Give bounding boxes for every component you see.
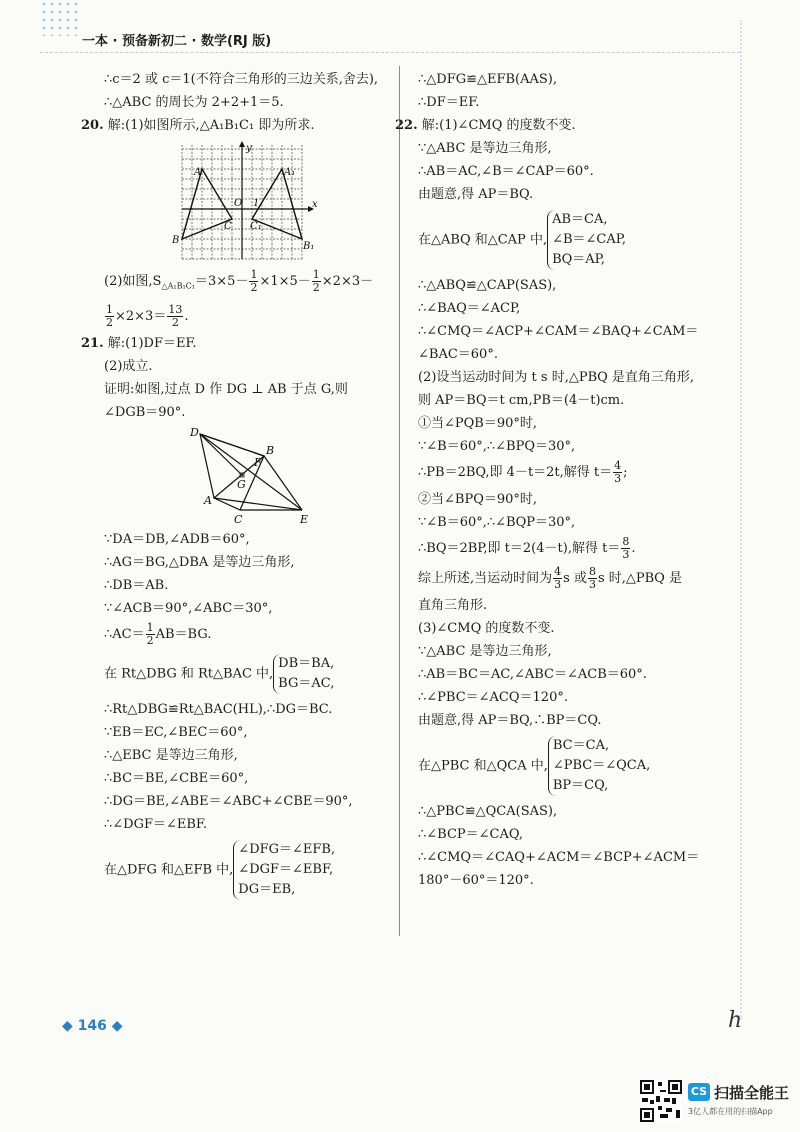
text-line: (2)设当运动时间为 t s 时,△PBQ 是直角三角形, <box>418 370 695 385</box>
solution-line <box>418 534 724 564</box>
text-line: ∴△EBC 是等边三角形, <box>104 747 238 763</box>
text-line: 则 AP＝BQ＝t cm,PB＝(4－t)cm. <box>418 393 625 408</box>
page-number: ◆ 146 ◆ <box>62 1018 123 1034</box>
subscript: △A₁B₁C₁ <box>161 281 196 291</box>
right-column <box>395 68 724 892</box>
text-line: 解:(1)如图所示,△A₁B₁C₁ 即为所求. <box>107 118 315 133</box>
system-line <box>418 210 724 270</box>
label-a: A <box>194 167 202 178</box>
fraction: $\frac{1}{2}$ <box>312 268 320 294</box>
label-y: y <box>246 143 252 154</box>
fraction: $\frac{13}{2}$ <box>168 302 183 329</box>
page-header: 一本 · 预备新初二 · 数学(RJ 版) <box>82 34 272 49</box>
camscanner-logo-icon: CS <box>688 1083 710 1101</box>
text-line: 180°－60°＝120°. <box>418 873 534 888</box>
coordinate-grid-figure <box>172 141 322 265</box>
text-line: ∴△PBC≌△QCA(SAS), <box>418 804 558 819</box>
system-line <box>104 840 392 900</box>
text-line: ∠DGB＝90°. <box>104 404 186 420</box>
text-line: ①当∠PQB＝90°时, <box>418 416 538 431</box>
text-line: ∵△ABC 是等边三角形, <box>418 141 552 156</box>
margin-dotted-line <box>740 20 742 1020</box>
fraction: $\frac{8}{3}$ <box>588 565 596 591</box>
text-segment: 在△DFG 和△EFB 中, <box>104 862 234 878</box>
text-segment: 在△ABQ 和△CAP 中, <box>418 232 548 248</box>
header-dot-pattern <box>40 0 80 36</box>
page-number-value: 146 <box>77 1018 107 1034</box>
text-segment: 综上所述,当运动时间为 <box>418 571 553 586</box>
text-line: 直角三角形. <box>418 598 488 613</box>
text-line: 证明:如图,过点 D 作 DG ⊥ AB 于点 G,则 <box>104 381 348 397</box>
label-b: B <box>172 235 180 246</box>
text-line: ∴DF＝EF. <box>418 95 480 110</box>
label-a: A <box>204 493 212 507</box>
fraction: $\frac{1}{2}$ <box>250 268 258 294</box>
equation-system: ∠DFG＝∠EFB, ∠DGF＝∠EBF, DG＝EB, <box>233 840 335 900</box>
text-line: ∴AB＝BC＝AC,∠ABC＝∠ACB＝60°. <box>418 667 647 682</box>
question-number: 21. <box>81 335 104 351</box>
column-divider <box>399 66 400 936</box>
text-line: ∴AB＝AC,∠B＝∠CAP＝60°. <box>418 164 594 179</box>
segment-db <box>200 434 264 456</box>
text-segment: . <box>184 308 189 324</box>
question-21 <box>81 332 392 355</box>
label-a1: A₁ <box>284 167 296 178</box>
text-line: ∴∠CMQ＝∠CAQ+∠ACM＝∠BCP+∠ACM＝ <box>418 850 700 865</box>
fraction: $\frac{1}{2}$ <box>146 620 154 647</box>
text-line: ∴∠DGF＝∠EBF. <box>104 816 208 832</box>
equation-system: BC＝CA, ∠PBC＝∠QCA, BP＝CQ, <box>548 736 650 796</box>
label-f: F <box>254 455 262 469</box>
label-one: 1 <box>253 198 260 209</box>
label-c: C <box>224 221 232 232</box>
fraction: $\frac{8}{3}$ <box>622 535 630 561</box>
label-b1: B₁ <box>303 241 315 252</box>
text-segment: 在△PBC 和△QCA 中, <box>418 758 548 774</box>
y-axis-arrow <box>239 141 245 147</box>
label-x: x <box>312 199 318 210</box>
text-segment: ＝3×5－ <box>195 274 249 289</box>
text-line: ∴AG＝BG,△DBA 是等边三角形, <box>104 554 295 570</box>
scanner-tagline: 3亿人都在用的扫描App <box>688 1107 773 1116</box>
text-segment: ×1×5－ <box>259 274 311 289</box>
text-line: ∵△ABC 是等边三角形, <box>418 644 552 659</box>
text-line: ∴∠PBC＝∠ACQ＝120°. <box>418 690 568 705</box>
text-line: ∴△ABQ≌△CAP(SAS), <box>418 278 557 293</box>
qr-code-icon <box>640 1080 682 1122</box>
text-segment: ∴BQ＝2BP,即 t＝2(4－t),解得 t＝ <box>418 541 621 556</box>
summary-line <box>418 564 724 594</box>
text-line: ∴∠BCP＝∠CAQ, <box>418 827 524 842</box>
segment-be <box>264 456 302 510</box>
text-line: ②当∠BPQ＝90°时, <box>418 492 538 507</box>
text-line: 由题意,得 AP＝BQ. <box>418 187 534 202</box>
text-line: ∠BAC＝60°. <box>418 347 498 362</box>
label-e: E <box>300 512 309 526</box>
text-line: ∴BC＝BE,∠CBE＝60°, <box>104 770 249 786</box>
handwritten-signature: h <box>728 1008 743 1033</box>
text-segment: (2)如图,S <box>104 274 162 289</box>
text-line: ∵∠ACB＝90°,∠ABC＝30°, <box>104 600 273 616</box>
text-segment: ; <box>623 465 628 480</box>
text-line: 解:(1)DF＝EF. <box>107 335 197 351</box>
question-20 <box>81 114 392 137</box>
text-line: 解:(1)∠CMQ 的度数不变. <box>421 118 576 133</box>
text-segment: s 或 <box>563 571 587 586</box>
segment-dg <box>200 434 243 476</box>
text-line: ∴△ABC 的周长为 2+2+1＝5. <box>104 95 284 110</box>
equation-system: DB＝BA, BG＝AC, <box>273 654 334 694</box>
label-b: B <box>266 443 275 457</box>
text-line: ∵∠B＝60°,∴∠BPQ＝30°, <box>418 439 576 454</box>
text-segment: s 时,△PBQ 是 <box>597 571 682 586</box>
solution-line <box>418 458 724 488</box>
label-d: D <box>190 425 199 439</box>
question-22 <box>395 114 724 137</box>
scanner-app-name: 扫描全能王 <box>714 1084 790 1102</box>
text-line: ∴∠CMQ＝∠ACP+∠CAM＝∠BAQ+∠CAM＝ <box>418 324 699 339</box>
fraction: $\frac{4}{3}$ <box>614 459 622 485</box>
label-c: C <box>234 512 243 526</box>
text-line: ∴Rt△DBG≌Rt△BAC(HL),∴DG＝BC. <box>104 701 333 717</box>
system-line <box>418 736 724 796</box>
fraction: $\frac{1}{2}$ <box>106 302 113 329</box>
text-segment: 在 Rt△DBG 和 Rt△BAC 中, <box>104 666 274 682</box>
left-column <box>81 68 392 900</box>
geometry-figure <box>188 426 318 526</box>
text-segment: . <box>631 541 636 556</box>
fraction: $\frac{4}{3}$ <box>554 565 562 591</box>
text-line: ∵DA＝DB,∠ADB＝60°, <box>104 531 250 547</box>
question-number: 20. <box>81 118 104 133</box>
ac-line <box>104 620 392 650</box>
label-o: O <box>234 198 243 209</box>
text-line: ∵EB＝EC,∠BEC＝60°, <box>104 724 248 740</box>
text-segment: AB＝BG. <box>155 626 212 642</box>
area-formula-line <box>104 267 392 302</box>
header-divider <box>40 52 740 53</box>
question-number: 22. <box>395 118 418 133</box>
text-segment: ∴AC＝ <box>104 626 145 642</box>
text-line: ∴△DFG≌△EFB(AAS), <box>418 72 558 87</box>
system-line <box>104 654 392 694</box>
text-segment: ×2×3－ <box>321 274 374 289</box>
text-line: ∵∠B＝60°,∴∠BQP＝30°, <box>418 515 576 530</box>
label-g: G <box>237 477 246 491</box>
equation-system: AB＝CA, ∠B＝∠CAP, BQ＝AP, <box>547 210 626 270</box>
text-line: ∴DB＝AB. <box>104 577 169 593</box>
text-line: ∴∠BAQ＝∠ACP, <box>418 301 521 316</box>
label-c1: C₁ <box>250 221 262 232</box>
text-line: (3)∠CMQ 的度数不变. <box>418 621 555 636</box>
text-line: 由题意,得 AP＝BQ,∴BP＝CQ. <box>418 713 602 728</box>
text-line: ∴c＝2 或 c＝1(不符合三角形的三边关系,舍去), <box>104 72 379 87</box>
text-line: ∴DG＝BE,∠ABE＝∠ABC+∠CBE＝90°, <box>104 793 353 809</box>
text-segment: ×2×3＝ <box>115 308 167 324</box>
text-line: (2)成立. <box>104 358 153 374</box>
text-segment: ∴PB＝2BQ,即 4－t＝2t,解得 t＝ <box>418 465 613 480</box>
area-formula-line-2 <box>104 302 392 332</box>
